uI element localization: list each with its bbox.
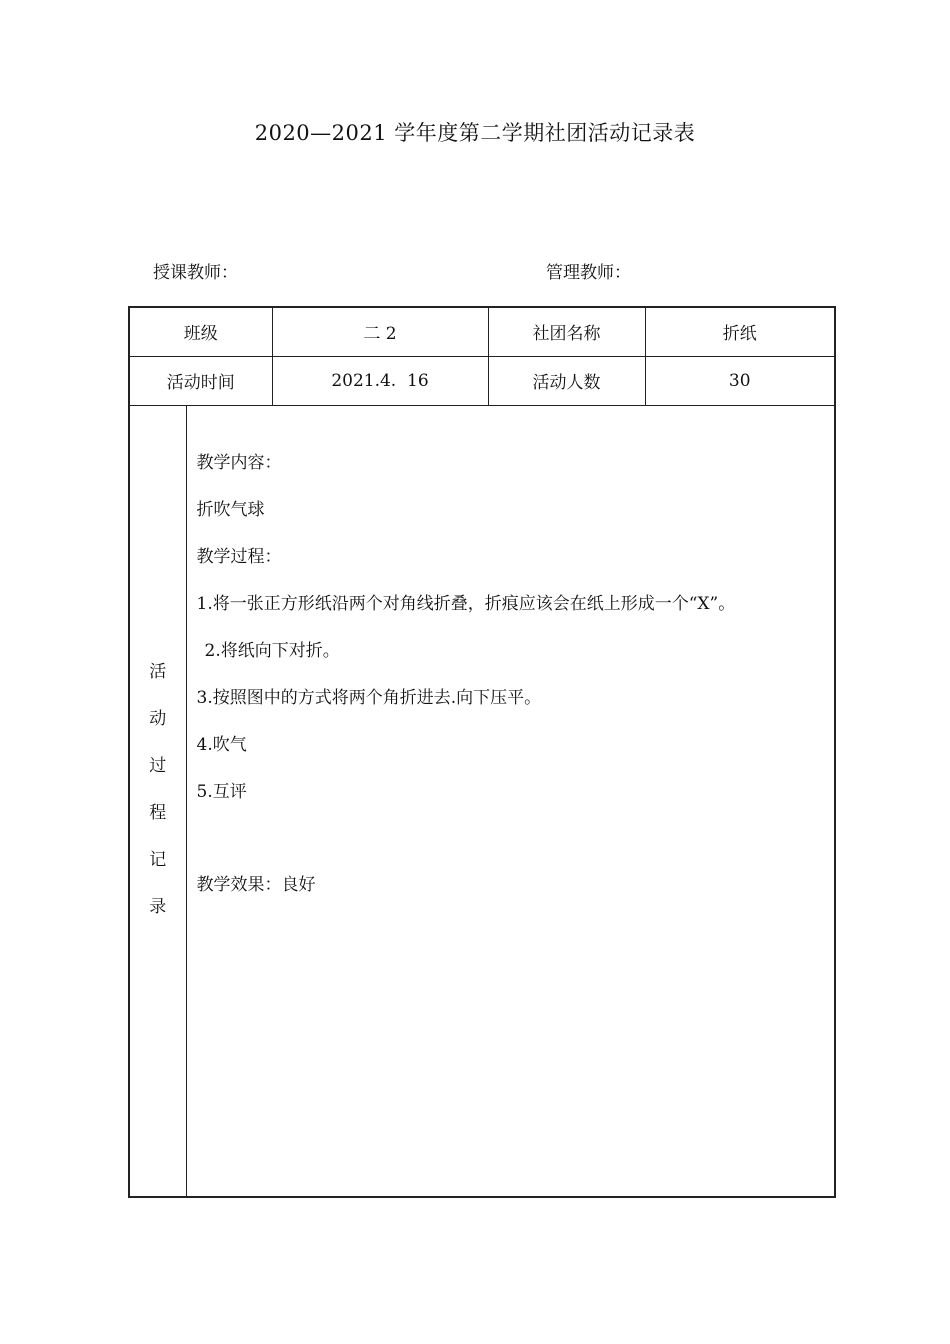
record-label-cell [129,405,186,1197]
record-label-char: 程 [149,802,167,823]
record-label [130,649,186,931]
record-content-cell [186,405,835,1197]
table-row-class [129,307,835,356]
club-name-label: 社团名称 [488,307,645,356]
record-content [197,452,831,921]
page-title: 2020—2021 学年度第二学期社团活动记录表 [254,121,696,145]
instructor-label: 授课教师： [153,263,238,283]
activity-time-label: 活动时间 [129,356,272,405]
activity-time-value: 2021.4. 16 [272,356,488,405]
content-heading: 教学内容： [196,452,282,473]
club-name-value: 折纸 [645,307,835,356]
record-label-char: 录 [149,896,167,917]
process-step-1: 1.将一张正方形纸沿两个对角线折叠，折痕应该会在纸上形成一个“X”。 [196,593,736,614]
participant-count-label: 活动人数 [488,356,645,405]
manager-label: 管理教师： [546,263,631,283]
process-step-3: 3.按照图中的方式将两个角折进去.向下压平。 [196,687,542,708]
teaching-effect: 教学效果：良好 [196,874,316,895]
table-row-record [129,405,835,1197]
process-heading: 教学过程： [196,546,282,567]
table-row-time [129,356,835,405]
record-label-char: 过 [149,755,167,776]
content-value: 折吹气球 [196,499,265,520]
class-label: 班级 [129,307,272,356]
process-step-4: 4.吹气 [196,734,247,755]
process-step-2: 2.将纸向下对折。 [204,640,340,661]
process-step-5: 5.互评 [196,781,247,802]
participant-count-value: 30 [645,356,835,405]
activity-record-table [128,306,836,1198]
record-label-char: 活 [149,661,167,682]
record-label-char: 记 [149,849,167,870]
class-value: 二 2 [272,307,488,356]
spacer [197,828,831,874]
record-label-char: 动 [149,708,167,729]
